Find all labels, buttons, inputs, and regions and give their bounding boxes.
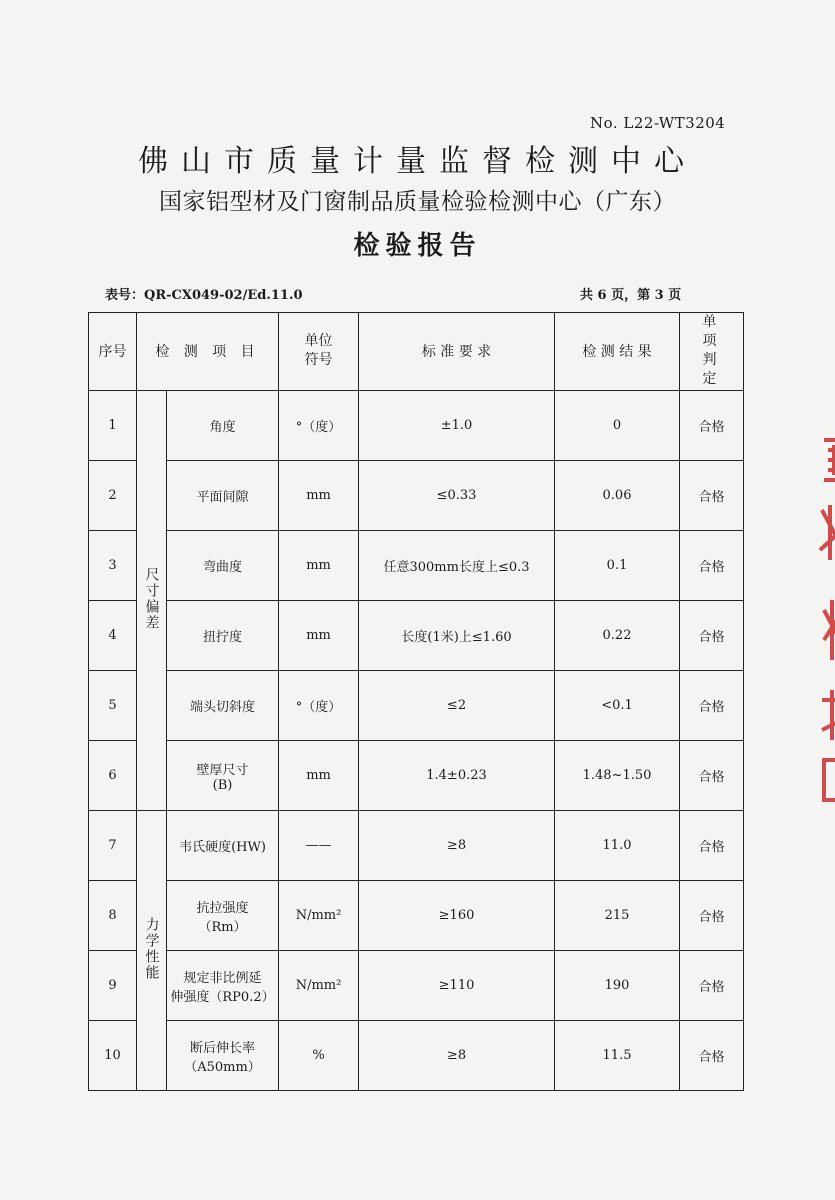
category-mechanical-properties: 力学性能 bbox=[137, 811, 167, 1091]
form-number: 表号：QR-CX049-02/Ed.11.0 bbox=[105, 288, 303, 303]
col-header-result: 检 测 结 果 bbox=[555, 313, 680, 391]
col-header-verdict: 单项判定 bbox=[680, 313, 744, 391]
table-row bbox=[89, 391, 744, 461]
row-requirement: ≥8 bbox=[359, 1021, 555, 1091]
row-seq: 6 bbox=[89, 741, 137, 811]
row-unit: °（度） bbox=[279, 671, 359, 741]
row-verdict: 合格 bbox=[680, 601, 744, 671]
table-row bbox=[89, 671, 744, 741]
row-verdict: 合格 bbox=[680, 951, 744, 1021]
row-item: 断后伸长率 （A50mm） bbox=[167, 1021, 279, 1091]
row-verdict: 合格 bbox=[680, 1021, 744, 1091]
row-requirement: ±1.0 bbox=[359, 391, 555, 461]
table-row bbox=[89, 1021, 744, 1091]
row-seq: 9 bbox=[89, 951, 137, 1021]
row-item: 端头切斜度 bbox=[167, 671, 279, 741]
organization-name: 佛山市质量计量监督检测中心 bbox=[138, 144, 697, 179]
col-header-seq: 序号 bbox=[89, 313, 137, 391]
row-seq: 7 bbox=[89, 811, 137, 881]
results-table bbox=[88, 312, 744, 1091]
row-result: 0 bbox=[555, 391, 680, 461]
row-seq: 2 bbox=[89, 461, 137, 531]
row-result: 0.22 bbox=[555, 601, 680, 671]
row-item: 扭拧度 bbox=[167, 601, 279, 671]
row-seq: 4 bbox=[89, 601, 137, 671]
row-unit: mm bbox=[279, 601, 359, 671]
row-requirement: 任意300mm长度上≤0.3 bbox=[359, 531, 555, 601]
category-dimension-deviation: 尺寸偏差 bbox=[137, 391, 167, 811]
row-unit: —— bbox=[279, 811, 359, 881]
row-result: 190 bbox=[555, 951, 680, 1021]
row-result: 1.48~1.50 bbox=[555, 741, 680, 811]
row-item: 韦氏硬度(HW) bbox=[167, 811, 279, 881]
page-info: 共 6 页，第 3 页 bbox=[580, 288, 682, 303]
row-seq: 8 bbox=[89, 881, 137, 951]
report-title: 检验报告 bbox=[353, 231, 482, 261]
seal-stamp-edge bbox=[810, 420, 835, 820]
col-header-item: 检 测 项 目 bbox=[137, 313, 279, 391]
row-verdict: 合格 bbox=[680, 391, 744, 461]
row-requirement: ≥110 bbox=[359, 951, 555, 1021]
table-row bbox=[89, 951, 744, 1021]
row-seq: 10 bbox=[89, 1021, 137, 1091]
table-row bbox=[89, 811, 744, 881]
row-item: 弯曲度 bbox=[167, 531, 279, 601]
row-verdict: 合格 bbox=[680, 671, 744, 741]
row-requirement: ≥160 bbox=[359, 881, 555, 951]
table-row bbox=[89, 461, 744, 531]
row-verdict: 合格 bbox=[680, 881, 744, 951]
row-result: <0.1 bbox=[555, 671, 680, 741]
row-item: 壁厚尺寸 (B) bbox=[167, 741, 279, 811]
row-verdict: 合格 bbox=[680, 741, 744, 811]
row-item: 规定非比例延 伸强度（RP0.2） bbox=[167, 951, 279, 1021]
table-row bbox=[89, 741, 744, 811]
row-item: 抗拉强度 （Rm） bbox=[167, 881, 279, 951]
row-unit: °（度） bbox=[279, 391, 359, 461]
row-item: 平面间隙 bbox=[167, 461, 279, 531]
document-number: No. L22-WT3204 bbox=[590, 114, 726, 132]
row-result: 215 bbox=[555, 881, 680, 951]
organization-subtitle: 国家铝型材及门窗制品质量检验检测中心（广东） bbox=[159, 189, 676, 215]
row-unit: mm bbox=[279, 741, 359, 811]
row-verdict: 合格 bbox=[680, 811, 744, 881]
row-unit: N/mm² bbox=[279, 881, 359, 951]
row-requirement: ≤2 bbox=[359, 671, 555, 741]
row-seq: 1 bbox=[89, 391, 137, 461]
row-unit: mm bbox=[279, 461, 359, 531]
col-header-unit: 单位符号 bbox=[279, 313, 359, 391]
row-seq: 5 bbox=[89, 671, 137, 741]
row-requirement: 1.4±0.23 bbox=[359, 741, 555, 811]
seal-stamp-marks bbox=[820, 440, 835, 800]
row-unit: % bbox=[279, 1021, 359, 1091]
table-row bbox=[89, 601, 744, 671]
row-requirement: ≤0.33 bbox=[359, 461, 555, 531]
table-header-row bbox=[89, 313, 744, 391]
row-result: 0.1 bbox=[555, 531, 680, 601]
row-item: 角度 bbox=[167, 391, 279, 461]
row-requirement: ≥8 bbox=[359, 811, 555, 881]
row-result: 11.0 bbox=[555, 811, 680, 881]
row-requirement: 长度(1米)上≤1.60 bbox=[359, 601, 555, 671]
col-header-requirement: 标 准 要 求 bbox=[359, 313, 555, 391]
row-verdict: 合格 bbox=[680, 461, 744, 531]
row-unit: mm bbox=[279, 531, 359, 601]
table-row bbox=[89, 531, 744, 601]
table-row bbox=[89, 881, 744, 951]
row-result: 0.06 bbox=[555, 461, 680, 531]
row-verdict: 合格 bbox=[680, 531, 744, 601]
row-unit: N/mm² bbox=[279, 951, 359, 1021]
row-seq: 3 bbox=[89, 531, 137, 601]
row-result: 11.5 bbox=[555, 1021, 680, 1091]
